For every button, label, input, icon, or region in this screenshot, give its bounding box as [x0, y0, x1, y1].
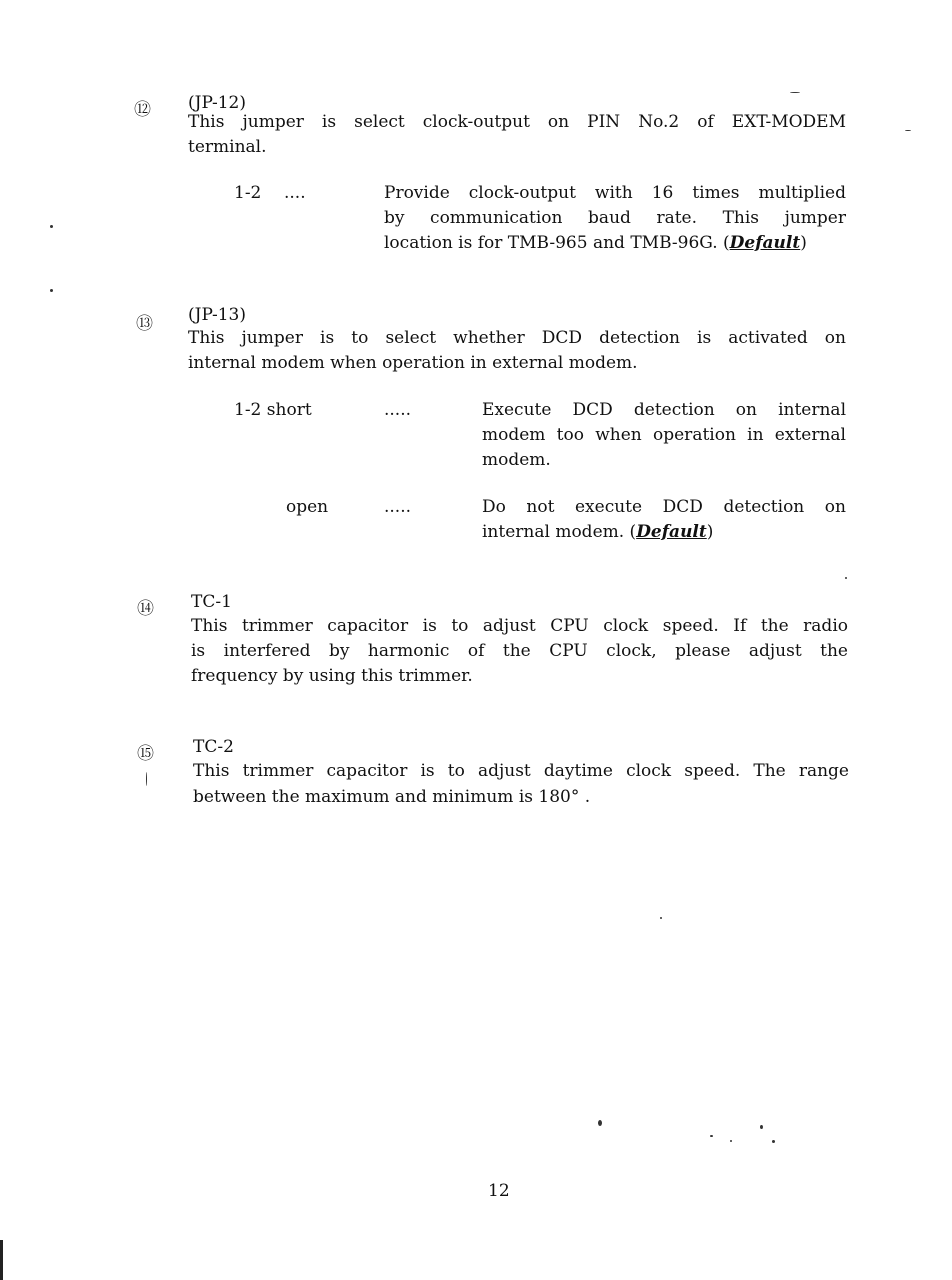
- option-line: by communication baud rate. This jumper: [384, 208, 846, 228]
- option-line: Do not execute DCD detection on: [482, 497, 846, 517]
- option-dots: .....: [384, 400, 412, 420]
- description-line: is interfered by harmonic of the CPU clock, please adjust the: [191, 641, 848, 661]
- description-line: This jumper is to select whether DCD detection is activated on: [188, 328, 846, 348]
- option-setting: open: [286, 497, 329, 517]
- description-line: between the maximum and minimum is 180° .: [193, 787, 591, 807]
- option-line-default: [384, 231, 807, 255]
- scan-edge-mark: [0, 1240, 3, 1280]
- scan-speck: [710, 1135, 713, 1137]
- option-line: Provide clock-output with 16 times multiplied: [384, 183, 846, 203]
- option-line-text: internal modem. (: [482, 522, 637, 542]
- scan-speck: [790, 92, 800, 93]
- item-heading: (JP-12): [188, 93, 246, 113]
- option-dots: .....: [384, 497, 412, 517]
- option-line-text: location is for TMB-965 and TMB-96G. (: [384, 233, 730, 253]
- option-dots: ....: [284, 183, 306, 203]
- scan-speck: [845, 577, 847, 579]
- description-line: This jumper is select clock-output on PIN No.2 of EXT-MODEM: [188, 112, 846, 132]
- item-heading: TC-2: [193, 737, 234, 757]
- scan-speck: [660, 917, 662, 919]
- scan-speck: [760, 1125, 763, 1129]
- description-line: This trimmer capacitor is to adjust CPU clock speed. If the radio: [191, 616, 848, 636]
- option-setting: 1-2: [234, 183, 262, 203]
- page-number: 12: [488, 1181, 510, 1201]
- item-marker: ⑮: [137, 744, 154, 764]
- scan-speck: [146, 772, 147, 786]
- description-line: This trimmer capacitor is to adjust daytime clock speed. The range: [193, 761, 849, 781]
- close-paren: ): [706, 522, 714, 542]
- default-label: Default: [729, 233, 801, 253]
- scan-speck: [905, 130, 911, 131]
- close-paren: ): [800, 233, 807, 253]
- option-setting: 1-2 short: [234, 400, 312, 420]
- description-line: terminal.: [188, 137, 267, 157]
- item-heading: TC-1: [191, 592, 232, 612]
- scan-speck: [730, 1140, 732, 1142]
- description-line: internal modem when operation in external modem.: [188, 353, 638, 373]
- scan-speck: [598, 1120, 602, 1126]
- item-marker: ⑬: [136, 314, 153, 334]
- scan-speck: [50, 225, 53, 228]
- item-heading: (JP-13): [188, 305, 246, 325]
- option-line: modem.: [482, 450, 551, 470]
- item-marker: ⑫: [134, 100, 151, 120]
- option-line: Execute DCD detection on internal: [482, 400, 846, 420]
- option-line-default: [482, 520, 713, 544]
- description-line: frequency by using this trimmer.: [191, 666, 473, 686]
- option-line: modem too when operation in external: [482, 425, 846, 445]
- scan-speck: [772, 1140, 775, 1143]
- scan-speck: [50, 289, 53, 292]
- item-marker: ⑭: [137, 599, 154, 619]
- default-label: Default: [636, 522, 707, 542]
